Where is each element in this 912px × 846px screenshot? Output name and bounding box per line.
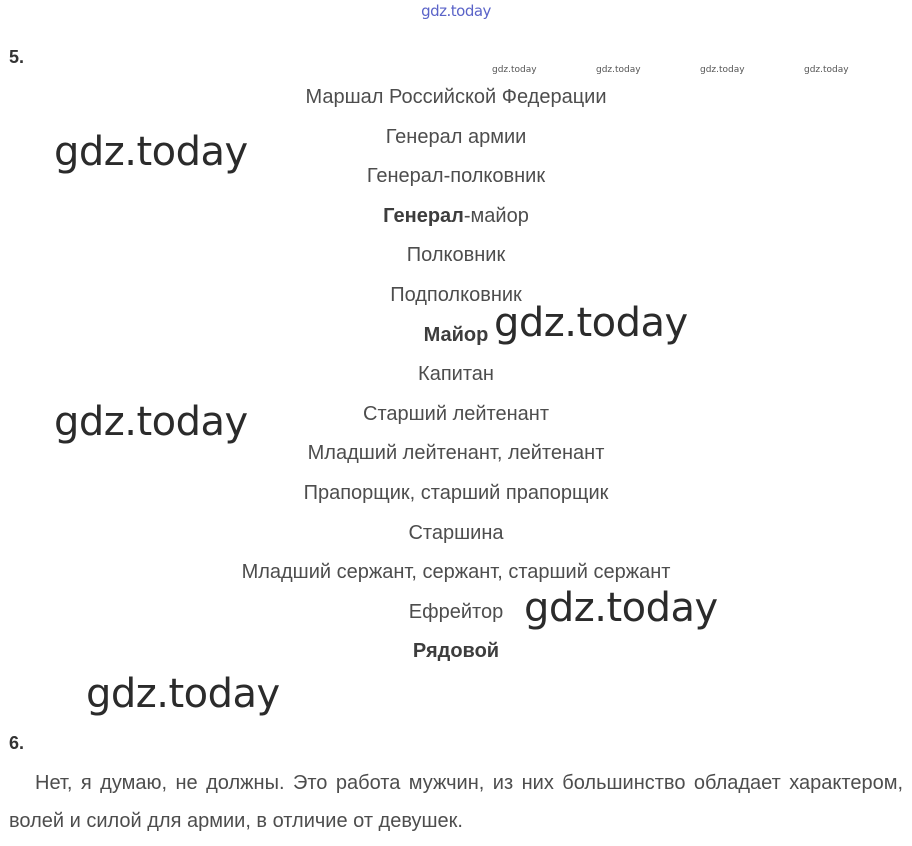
- rank-text: Генерал-полковник: [366, 165, 546, 188]
- rank-item: [0, 240, 912, 280]
- section-6-number: 6.: [9, 733, 25, 753]
- watermark-large: gdz.today: [54, 399, 248, 445]
- rank-bold: Рядовой: [412, 640, 500, 663]
- rank-item: [0, 557, 912, 597]
- rank-item: [0, 320, 912, 360]
- watermark-large: gdz.today: [524, 585, 718, 631]
- watermark-large: gdz.today: [86, 671, 280, 717]
- rank-text: Капитан: [418, 363, 494, 386]
- rank-item: [0, 82, 912, 122]
- rank-item: [0, 518, 912, 558]
- rank-text: Ефрейтор: [408, 600, 504, 623]
- rank-item: [0, 597, 912, 637]
- watermark-large: gdz.today: [494, 300, 688, 346]
- watermark-top: gdz.today: [421, 2, 491, 20]
- watermark-small: gdz.today: [700, 65, 745, 75]
- rank-text: Старшина: [408, 521, 504, 544]
- rank-text: Генерал армии: [385, 125, 527, 148]
- rank-item: [0, 201, 912, 241]
- rank-bold: Генерал: [383, 204, 464, 227]
- watermark-small: gdz.today: [804, 65, 849, 75]
- rank-text: Младший лейтенант, лейтенант: [307, 442, 605, 465]
- rank-text: Старший лейтенант: [363, 402, 549, 425]
- rank-item: [0, 636, 912, 676]
- rank-text: Прапорщик, старший прапорщик: [303, 481, 609, 504]
- rank-text: Маршал Российской Федерации: [305, 86, 607, 108]
- watermark-large: gdz.today: [54, 129, 248, 175]
- watermark-small: gdz.today: [596, 65, 641, 75]
- rank-item: [0, 280, 912, 320]
- section-5-number: 5.: [9, 47, 25, 67]
- rank-bold: Майор: [423, 323, 489, 346]
- section-6-answer: Нет, я думаю, не должны. Это работа мужчин, из них большинство обладает характером, волей и силой для армии, в отличие от девушек.: [9, 772, 903, 832]
- rank-text: Младший сержант, сержант, старший сержант: [241, 561, 671, 584]
- rank-item: [0, 359, 912, 399]
- watermark-small: gdz.today: [492, 65, 537, 75]
- rank-text: Подполковник: [390, 283, 522, 306]
- rank-text: -майор: [463, 204, 529, 227]
- rank-text: Полковник: [406, 244, 506, 267]
- rank-item: [0, 478, 912, 518]
